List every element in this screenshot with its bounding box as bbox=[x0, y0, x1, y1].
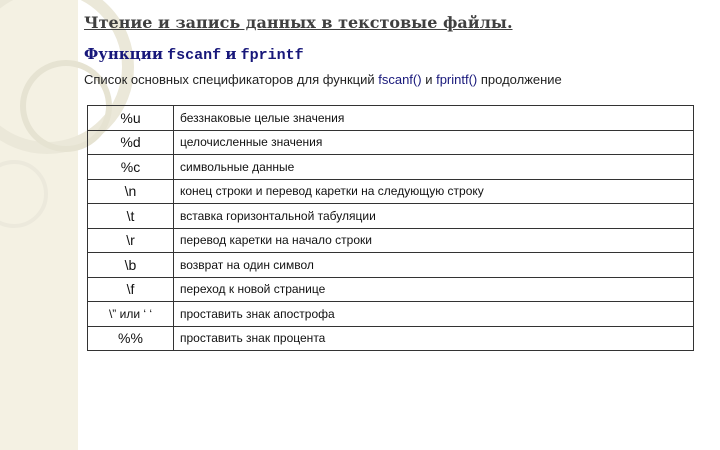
description-cell: беззнаковые целые значения bbox=[174, 106, 694, 131]
table-row bbox=[88, 155, 694, 180]
decorative-ring bbox=[0, 160, 48, 228]
table-row bbox=[88, 253, 694, 278]
description-cell: проставить знак апострофа bbox=[174, 302, 694, 327]
table-row bbox=[88, 179, 694, 204]
caption-after: продолжение bbox=[477, 72, 562, 87]
description-cell: вставка горизонтальной табуляции bbox=[174, 204, 694, 229]
caption-fn1: fscanf() bbox=[378, 72, 422, 87]
subtitle-fn1: fscanf bbox=[167, 47, 222, 64]
specifier-cell: %d bbox=[88, 130, 174, 155]
caption bbox=[84, 72, 562, 87]
description-cell: конец строки и перевод каретки на следующую строку bbox=[174, 179, 694, 204]
description-cell: возврат на один символ bbox=[174, 253, 694, 278]
specifier-cell: \t bbox=[88, 204, 174, 229]
specifier-cell: %u bbox=[88, 106, 174, 131]
specifier-cell: %% bbox=[88, 326, 174, 351]
caption-fn2: fprintf() bbox=[436, 72, 478, 87]
subtitle-and: и bbox=[225, 45, 237, 63]
subtitle-prefix: Функции bbox=[84, 45, 163, 63]
description-cell: символьные данные bbox=[174, 155, 694, 180]
specifier-cell: \f bbox=[88, 277, 174, 302]
subtitle-fn2: fprintf bbox=[240, 47, 304, 64]
table-row bbox=[88, 106, 694, 131]
table-row bbox=[88, 326, 694, 351]
caption-before: Список основных спецификаторов для функций bbox=[84, 72, 379, 87]
specifier-cell: \b bbox=[88, 253, 174, 278]
specifier-cell: \n bbox=[88, 179, 174, 204]
table-row bbox=[88, 277, 694, 302]
specifier-cell: %c bbox=[88, 155, 174, 180]
left-decorative-band bbox=[0, 0, 78, 450]
description-cell: проставить знак процента bbox=[174, 326, 694, 351]
description-cell: перевод каретки на начало строки bbox=[174, 228, 694, 253]
table-row bbox=[88, 130, 694, 155]
specifier-table bbox=[87, 105, 694, 351]
specifier-cell: \” или ‘ ‘ bbox=[88, 302, 174, 327]
table-row bbox=[88, 228, 694, 253]
table-row bbox=[88, 204, 694, 229]
description-cell: переход к новой странице bbox=[174, 277, 694, 302]
table-row bbox=[88, 302, 694, 327]
subtitle bbox=[84, 45, 304, 64]
page-title: Чтение и запись данных в текстовые файлы. bbox=[84, 13, 513, 32]
specifier-cell: \r bbox=[88, 228, 174, 253]
caption-and: и bbox=[421, 72, 437, 87]
description-cell: целочисленные значения bbox=[174, 130, 694, 155]
